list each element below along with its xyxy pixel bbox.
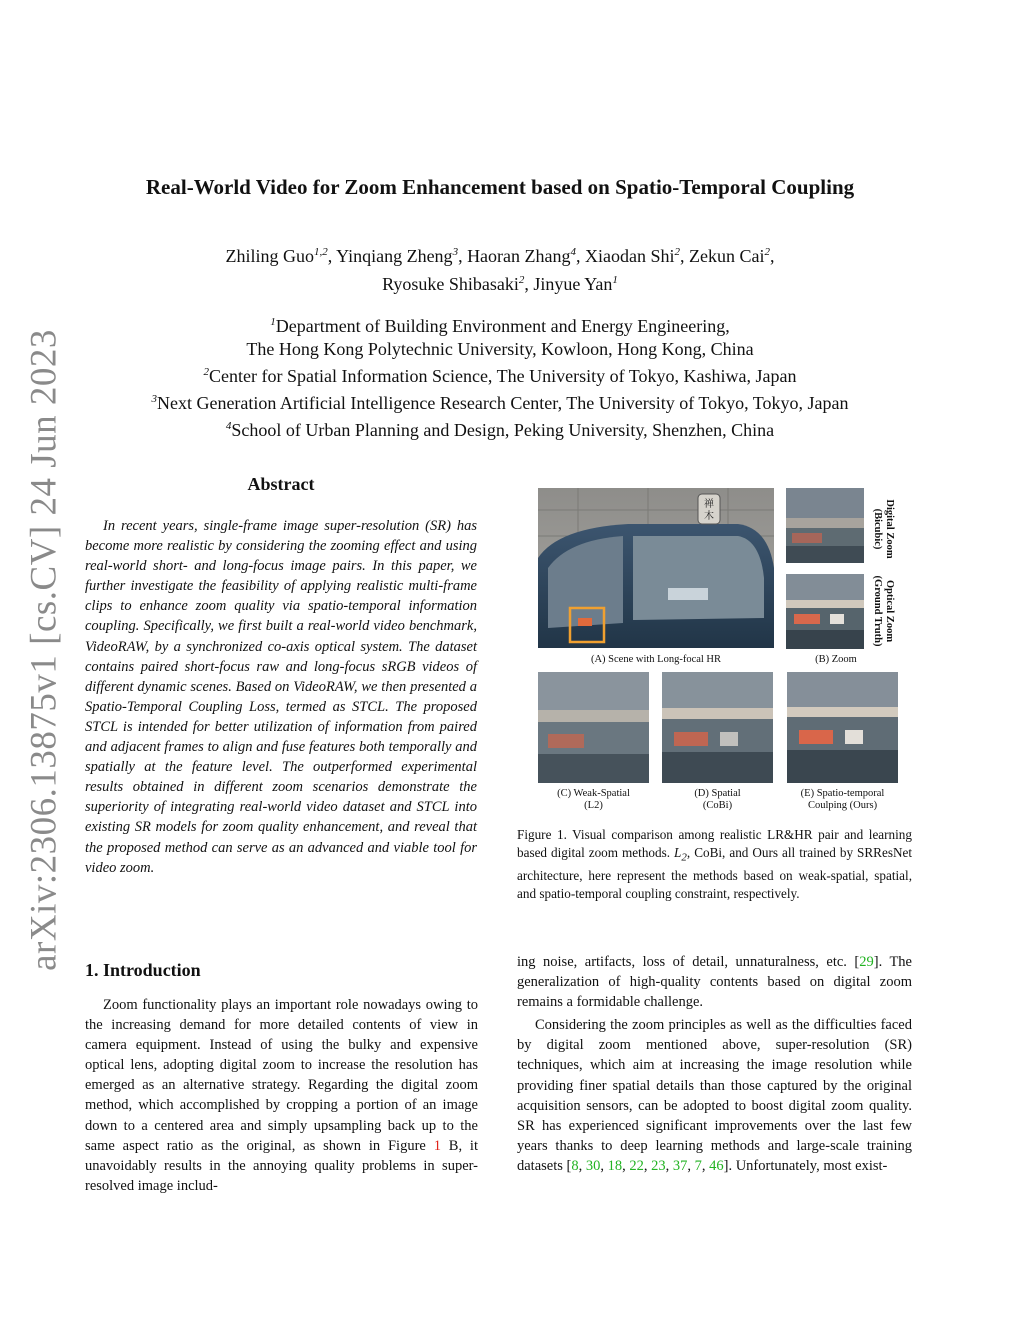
author-separator: , bbox=[327, 246, 337, 266]
fig-caption-math bbox=[674, 845, 687, 864]
affiliation-sup: 3 bbox=[151, 393, 157, 405]
caption-panel-e-line-2: Coulping (Ours) bbox=[807, 800, 878, 811]
affiliations bbox=[80, 311, 920, 442]
author-line-2 bbox=[100, 268, 900, 296]
affiliation-line bbox=[80, 415, 920, 442]
author-affil-sup: 4 bbox=[570, 246, 577, 258]
affiliation-text: Department of Building Environment and Energy Engineering, bbox=[275, 316, 730, 336]
caption-panel-c bbox=[538, 788, 649, 812]
author-line-1 bbox=[100, 240, 900, 268]
figure-1-caption bbox=[517, 826, 912, 903]
author-affil-sup: 1,2 bbox=[313, 246, 328, 258]
author-name: Jinyue Yan bbox=[533, 274, 613, 294]
author-separator: , bbox=[458, 246, 468, 266]
citation-link[interactable]: 7 bbox=[694, 1157, 702, 1174]
author-name: Xiaodan Shi bbox=[585, 246, 675, 266]
author-separator: , bbox=[576, 246, 586, 266]
affiliation-text: The Hong Kong Polytechnic University, Kowloon, Hong Kong, China bbox=[246, 339, 754, 359]
caption-panel-e bbox=[787, 788, 898, 812]
citation-link[interactable]: 18 bbox=[607, 1157, 623, 1174]
plate-char-2: 木 bbox=[704, 511, 714, 522]
arxiv-id: arXiv:2306.13875v1 [cs.CV] 24 Jun 2023 bbox=[23, 329, 65, 971]
fig-caption-math-sub: 2 bbox=[681, 851, 687, 864]
abstract-text: In recent years, single-frame image super-resolution (SR) has become more realistic by considering the zooming effect and using real-world short- and long-focus image pairs. In this paper, we further investigate the feasibility of applying realistic multi-frame clips to enhance zoom quality via spatio-temporal information coupling. Specifically, we first built a real-world video benchmark, VideoRAW, by a synchronized co-axis optical system. The dataset contains paired short-focus raw and long-focus sRGB videos of different dynamic scenes. Based on VideoRAW, we then presented a Spatio-Temporal Coupling Loss, termed as STCL. The proposed STCL is intended for better utilization of information from paired and adjacent frames to align and fuse features both temporally and spatially at the feature level. The outperformed experimental results obtained in different zoom scenarios demonstrate the superiority of integrating real-world video dataset and STCL into existing SR models for zoom quality enhancement, and reveal that the proposed method can serve as an advanced and viable tool for video zoom. bbox=[85, 518, 477, 876]
right-paragraph-1 bbox=[517, 952, 912, 1012]
section-heading-introduction: 1. Introduction bbox=[85, 960, 201, 980]
arxiv-side-stamp bbox=[14, 329, 74, 971]
citation-link[interactable]: 23 bbox=[651, 1157, 666, 1174]
citation-link[interactable]: 37 bbox=[672, 1157, 688, 1174]
label-optical-zoom bbox=[869, 561, 895, 661]
caption-panel-c-line-1: (C) Weak-Spatial bbox=[557, 788, 630, 799]
citation-list: 8, 30, 18, 22, 23, 37, 7, 46 bbox=[571, 1157, 724, 1174]
figure-panel-c bbox=[538, 672, 649, 783]
figure-panel-e bbox=[787, 672, 898, 783]
introduction-paragraph bbox=[85, 995, 478, 1196]
author-separator: , bbox=[770, 246, 775, 266]
taxi-scene-image bbox=[538, 488, 774, 648]
figure-panel-d bbox=[662, 672, 773, 783]
fig-caption-math-l: L bbox=[674, 845, 682, 860]
right-p1-text-a: ing noise, artifacts, loss of detail, unnaturalness, etc. [ bbox=[517, 954, 860, 970]
citation-link[interactable]: 8 bbox=[571, 1157, 579, 1174]
author-name: Zhiling Guo bbox=[225, 246, 314, 266]
figure-panel-a-scene bbox=[538, 488, 774, 648]
citation-link[interactable]: 46 bbox=[709, 1157, 724, 1174]
author-affil-sup: 2 bbox=[674, 246, 681, 258]
author-name: Zekun Cai bbox=[689, 246, 765, 266]
intro-text-b: B, it unavoidably results in the annoying quality problems in super-resolved image includ- bbox=[85, 1137, 478, 1194]
right-p2-text-b: ]. Unfortunately, most exist- bbox=[723, 1157, 888, 1174]
fig-caption-text-a: Figure 1. Visual comparison among realistic LR&HR pair and learning based digital zoom methods. bbox=[517, 827, 912, 860]
caption-panel-e-line-1: (E) Spatio-temporal bbox=[800, 788, 885, 799]
affiliation-text: Center for Spatial Information Science, The University of Tokyo, Kashiwa, Japan bbox=[209, 366, 797, 386]
author-list bbox=[100, 240, 900, 296]
citation-link[interactable]: 29 bbox=[859, 954, 874, 970]
author-name: Yinqiang Zheng bbox=[336, 246, 453, 266]
label-digital-line-2: (Bicubic) bbox=[872, 508, 883, 550]
affiliation-text: Next Generation Artificial Intelligence Research Center, The University of Tokyo, Tokyo, Japan bbox=[156, 393, 849, 413]
citation-link[interactable]: 22 bbox=[629, 1157, 644, 1174]
fig-caption-text-b: , CoBi, and Ours all trained by SRResNet architecture, here represent the methods based on weak-spatial, spatial, and spatio-temporal coupling constraint, respectively. bbox=[517, 845, 912, 901]
author-separator: , bbox=[680, 246, 690, 266]
figure-panel-b-digital-zoom bbox=[786, 488, 864, 563]
affiliation-sup: 4 bbox=[225, 420, 232, 432]
right-p1-text-b: ]. The generalization of high-quality contents based on digital zoom remains a formidable challenge. bbox=[517, 954, 912, 1011]
caption-panel-a: (A) Scene with Long-focal HR bbox=[590, 654, 722, 665]
affiliation-line bbox=[80, 361, 920, 388]
right-paragraph-2 bbox=[517, 1015, 912, 1176]
paper-title: Real-World Video for Zoom Enhancement based on Spatio-Temporal Coupling bbox=[145, 175, 855, 199]
figure-1 bbox=[530, 486, 910, 816]
affiliation-line bbox=[80, 338, 920, 361]
right-column-text bbox=[517, 952, 912, 1176]
author-name: Ryosuke Shibasaki bbox=[382, 274, 519, 294]
affiliation-sup: 2 bbox=[203, 366, 210, 378]
caption-panel-d bbox=[662, 788, 773, 812]
author-affil-sup: 2 bbox=[764, 246, 771, 258]
author-separator: , bbox=[524, 274, 534, 294]
label-optical-line-1: Optical Zoom bbox=[884, 579, 895, 643]
author-affil-sup: 3 bbox=[452, 246, 459, 258]
label-digital-line-1: Digital Zoom bbox=[884, 499, 895, 559]
affiliation-text: School of Urban Planning and Design, Peking University, Shenzhen, China bbox=[231, 420, 775, 440]
caption-panel-c-line-2: (L2) bbox=[584, 800, 603, 811]
citation-link[interactable]: 30 bbox=[585, 1157, 601, 1174]
affiliation-line bbox=[80, 311, 920, 338]
author-name: Haoran Zhang bbox=[467, 246, 571, 266]
author-affil-sup: 1 bbox=[612, 274, 618, 286]
label-optical-line-2: (Ground Truth) bbox=[872, 575, 883, 647]
affiliation-sup: 1 bbox=[270, 316, 276, 328]
affiliation-line bbox=[80, 388, 920, 415]
figure-ref-link[interactable]: 1 bbox=[433, 1137, 441, 1154]
caption-panel-d-line-1: (D) Spatial bbox=[694, 788, 741, 799]
abstract-heading: Abstract bbox=[247, 474, 315, 494]
figure-panel-b-optical-zoom bbox=[786, 574, 864, 649]
plate-char-1: 禅 bbox=[704, 499, 714, 510]
intro-text-a: Zoom functionality plays an important role nowadays owing to the increasing demand for more detailed contents of view in camera equipment. Instead of using the bulky and expensive optical lens, adopting digital zoom to increase the resolution has emerged as an alternative strategy. Regarding the digital zoom method, which accomplished by cropping a portion of an image down to a centered area and simply upsampling back up to the same aspect ratio as the original, as shown in Figure bbox=[85, 997, 478, 1154]
right-p2-text-a: Considering the zoom principles as well as the difficulties faced by digital zoom mentioned above, super-resolution (SR) techniques, which aim at increasing the image resolution while providing finer spatial details than those captured by the original acquisition sensors, can be adopted to boost digital zoom quality. SR has experienced significant improvements over the last few years thanks to deep learning methods and large-scale training datasets [ bbox=[517, 1017, 912, 1174]
author-affil-sup: 2 bbox=[518, 274, 525, 286]
caption-panel-b: (B) Zoom bbox=[815, 654, 857, 665]
caption-panel-d-line-2: (CoBi) bbox=[702, 800, 733, 811]
